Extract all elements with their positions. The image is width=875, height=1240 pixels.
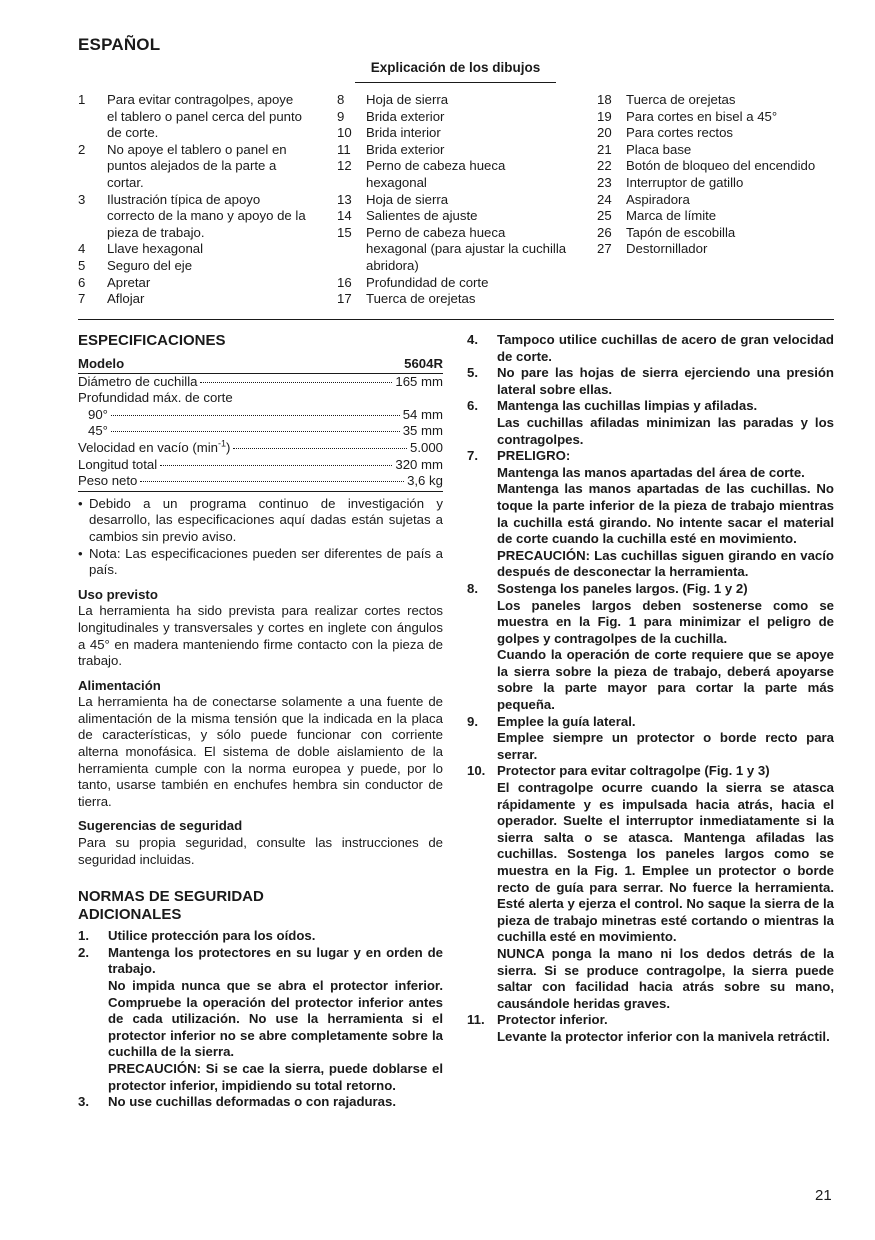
safety-tips-text: Para su propia seguridad, consulte las instrucciones de seguridad incluidas. [78,835,443,867]
legend-number: 13 [337,191,352,207]
power-supply-heading: Alimentación [78,677,161,693]
legend-text: Destornillador [626,241,708,257]
rule-number: 2. [78,944,89,960]
legend-number: 3 [78,191,86,207]
legend-number: 10 [337,125,352,141]
legend-number: 15 [337,224,352,240]
legend-title: Explicación de los dibujos [355,60,556,83]
legend-item [337,92,569,109]
rule-text: Sostenga los paneles largos. (Fig. 1 y 2) [497,580,748,596]
legend-number: 11 [337,141,351,157]
spec-value: 165 mm [395,373,443,389]
section-divider [78,319,834,320]
legend-item [78,92,306,142]
legend-item [337,208,569,225]
legend-number: 4 [78,241,86,257]
safety-rule-item [467,332,834,365]
rule-number: 11. [467,1012,485,1028]
rule-text: Emplee la guía lateral. [497,713,636,729]
rule-text: Los paneles largos deben sostenerse como se muestra en la Fig. 1 para minimizar el peligro de golpes y contragolpes de la cuchilla. [497,597,834,646]
legend-item [597,158,834,175]
legend-item [597,208,834,225]
spec-model-value: 5604R [404,356,443,371]
rule-number: 1. [78,928,89,944]
rule-text: Mantenga los protectores en su lugar y en orden de trabajo. [108,944,443,977]
legend-item [597,192,834,209]
rule-number: 8. [467,580,478,596]
legend-number: 14 [337,208,352,224]
power-supply-text: La herramienta ha de conectarse solamente a una fuente de alimentación de la misma tensión que la indicada en la placa de características, y sólo puede funcionar con corriente alterna monofásica. El sistema de doble aislamiento de la herramienta cumple con la norma europea y puede, por lo tanto, usarse también en enchufes hembra sin conductor de tierra. [78,694,443,809]
safety-rule-item [467,714,834,764]
spec-row [78,440,443,457]
spec-row [78,423,443,440]
rule-text: Levante la protector inferior con la manivela retráctil. [497,1028,830,1044]
legend-number: 27 [597,241,612,257]
safety-rule-item [467,581,834,714]
legend-item [597,92,834,109]
legend-text: Profundidad de corte [366,274,489,290]
legend-item [337,125,569,142]
legend-item [337,225,569,275]
legend-text: Tuerca de orejetas [626,92,736,107]
legend-item [597,225,834,242]
legend-text: Para cortes rectos [626,125,734,141]
legend-text: Brida exterior [366,108,445,124]
legend-text: Hoja de sierra [366,191,449,207]
legend-text: Perno de cabeza hueca hexagonal (para ajustar la cuchilla abridora) [366,224,567,273]
rule-text: Protector para evitar coltragolpe (Fig. 1 y 3) [497,763,770,779]
rule-text: Mantenga las manos apartadas del área de corte. [497,464,805,480]
page-number: 21 [815,1187,832,1204]
rule-text: Mantenga las manos apartadas de las cuchillas. No toque la parte inferior de la pieza de trabajo mientras la cuchilla está girando. No intente sacar el material de corte cuando la cuchilla esté en movimiento. [497,481,834,547]
legend-text: Marca de límite [626,208,717,224]
spec-value: 54 mm [402,406,443,422]
legend-number: 25 [597,208,612,224]
rule-text: No use cuchillas deformadas o con rajaduras. [108,1094,397,1110]
legend-number: 6 [78,274,86,290]
rule-text: Mantenga las cuchillas limpias y afiladas. [497,398,758,414]
safety-rule-item [467,448,834,581]
legend-number: 1 [78,92,86,107]
safety-rule-item [467,398,834,448]
legend-item [337,158,569,191]
legend-column-3 [597,92,834,258]
legend-number: 20 [597,125,612,141]
rule-text: Protector inferior. [497,1012,608,1028]
legend-item [337,291,569,308]
legend-text: Tuerca de orejetas [366,291,476,307]
legend-number: 23 [597,174,612,190]
legend-text: Aflojar [107,291,145,307]
rule-number: 10. [467,763,486,779]
rule-text: Las cuchillas afiladas minimizan las paradas y los contragolpes. [497,414,834,447]
legend-text: Para evitar contragolpes, apoye el tablero o panel cerca del punto de corte. [107,92,303,141]
spec-row [78,473,443,492]
note-item: • Debido a un programa continuo de investigación y desarrollo, las especificaciones aquí dadas están sujetas a cambios sin previo aviso. [78,495,443,544]
rule-text: Utilice protección para los oídos. [108,928,316,944]
safety-rule-item [467,1012,834,1045]
left-column [78,332,443,1111]
legend-item [597,142,834,159]
spec-value: 320 mm [395,456,443,472]
legend-item [78,142,306,192]
legend-item [78,192,306,242]
legend-item [78,241,306,258]
rule-text: No impida nunca que se abra el protector inferior. Compruebe la operación del protector inferior antes de cada utilización. No use la herramienta si el protector inferior no se abre completamente sobre la cuchilla de la sierra. [108,978,443,1060]
legend-item [597,241,834,258]
legend-number: 16 [337,274,352,290]
legend-column-1 [78,92,306,308]
legend-item [597,109,834,126]
legend-item [78,291,306,308]
legend-text: Para cortes en bisel a 45° [626,108,778,124]
intended-use-text: La herramienta ha sido prevista para realizar cortes rectos longitudinales y transversales y cortes en inglete con ángulos a 45° en madera manteniendo firme contacto con la pieza de trabajo. [78,603,443,669]
spec-label: Diámetro de cuchilla [78,373,198,389]
note-item: • Nota: Las especificaciones pueden ser diferentes de país a país. [78,545,443,578]
spec-row [78,374,443,391]
legend-item [78,275,306,292]
rule-text: PRELIGRO: [497,448,571,464]
legend-text: Salientes de ajuste [366,208,478,224]
legend-text: Placa base [626,141,692,157]
legend-number: 9 [337,108,345,124]
language-heading: ESPAÑOL [78,35,161,54]
legend-text: No apoye el tablero o panel en puntos alejados de la parte a cortar. [107,141,287,190]
legend-text: Tapón de escobilla [626,224,736,240]
legend-number: 19 [597,108,612,124]
rule-text: Tampoco utilice cuchillas de acero de gran velocidad de corte. [497,332,834,364]
legend-text: Ilustración típica de apoyo correcto de la mano y apoyo de la pieza de trabajo. [107,191,306,240]
rule-number: 7. [467,448,478,464]
legend-number: 8 [337,92,345,107]
legend-item [597,125,834,142]
legend-number: 12 [337,158,352,174]
spec-label: Peso neto [78,473,138,489]
legend-text: Aspiradora [626,191,690,207]
rule-text: PRECAUCIÓN: Las cuchillas siguen girando en vacío después de desconectar la herramienta. [497,547,834,580]
spec-row [78,457,443,474]
legend-number: 7 [78,291,86,307]
right-column [467,332,834,1046]
spec-row [78,407,443,424]
spec-model-row [78,356,443,374]
rule-text: No pare las hojas de sierra ejerciendo una presión lateral sobre ellas. [497,365,834,397]
legend-text: Interruptor de gatillo [626,174,744,190]
spec-label: 45° [88,423,108,439]
legend-text: Brida interior [366,125,441,141]
spec-label: 90° [88,406,108,422]
rule-text: Cuando la operación de corte requiere que se apoye la sierra sobre la pieza de trabajo, deberá apoyarse sobre la parte mayor para cortar la parte más pequeña. [497,647,834,713]
rules-list-left [78,928,443,1111]
legend-item [337,192,569,209]
additional-rules-heading: NORMAS DE SEGURIDAD ADICIONALES [78,888,264,924]
legend-text: Llave hexagonal [107,241,204,257]
legend-item [597,175,834,192]
rule-number: 4. [467,332,478,347]
legend-number: 24 [597,191,612,207]
safety-rule-item [78,945,443,1094]
spec-label: Velocidad en vacío $(\min^{-1})$ [78,438,231,455]
safety-rule-item [467,365,834,398]
legend-text: Botón de bloqueo del encendido [626,158,816,174]
rule-text: PRECAUCIÓN: Si se cae la sierra, puede doblarse el protector inferior, impidiendo su total retorno. [108,1060,443,1093]
legend-item [337,275,569,292]
legend-number: 5 [78,257,86,273]
safety-rule-item [467,763,834,1012]
rule-text: Emplee siempre un protector o borde recto para serrar. [497,730,834,762]
spec-model-label: Modelo [78,356,125,371]
legend-text: Seguro del eje [107,257,193,273]
rule-number: 5. [467,365,478,381]
rule-text: NUNCA ponga la mano ni los dedos detrás de la sierra. Si se produce contragolpe, la sierra puede saltar con facilidad hacia atrás sobre su mano, causándole heridas graves. [497,945,834,1011]
legend-text: Perno de cabeza hueca hexagonal [366,158,506,190]
spec-value: 3,6 kg [407,473,443,489]
legend-text: Apretar [107,274,151,290]
rule-number: 3. [78,1094,89,1110]
legend-number: 22 [597,158,612,174]
rules-list-right [467,332,834,1046]
legend-column-2 [337,92,569,308]
spec-value: 5.000 [409,439,443,455]
intended-use-heading: Uso previsto [78,586,158,602]
spec-label: Profundidad máx. de corte [78,390,233,406]
legend-number: 26 [597,224,612,240]
rule-number: 9. [467,713,478,729]
spec-label: Longitud total [78,456,158,472]
legend-number: 17 [337,291,352,307]
legend-item [337,109,569,126]
safety-rule-item [78,928,443,945]
safety-tips-heading: Sugerencias de seguridad [78,818,243,834]
specifications-heading: ESPECIFICACIONES [78,332,226,349]
legend-number: 18 [597,92,612,107]
legend-item [337,142,569,159]
spec-value: 35 mm [402,423,443,439]
legend-text: Brida exterior [366,141,445,157]
rule-text: El contragolpe ocurre cuando la sierra se atasca rápidamente y es impulsada hacia atrás, hacia el operador. Suelte el interruptor inmediatamente si la sierra salta o se atasca. Mantenga afiladas las cuchillas. Sostenga los paneles largos como se muestra en la Fig. 1. Emplee un protector o borde recto de guía para serrar. No fuerce la herramienta. Esté alerta y ejerza el control. No saque la sierra de la pieza de trabajo minetras esté cortando o mientras la cuchilla esté en movimiento. [497,780,834,945]
rule-number: 6. [467,398,478,414]
legend-number: 2 [78,141,86,157]
safety-rule-item [78,1094,443,1111]
legend-number: 21 [597,141,612,157]
legend-text: Hoja de sierra [366,92,449,107]
legend-item [78,258,306,275]
